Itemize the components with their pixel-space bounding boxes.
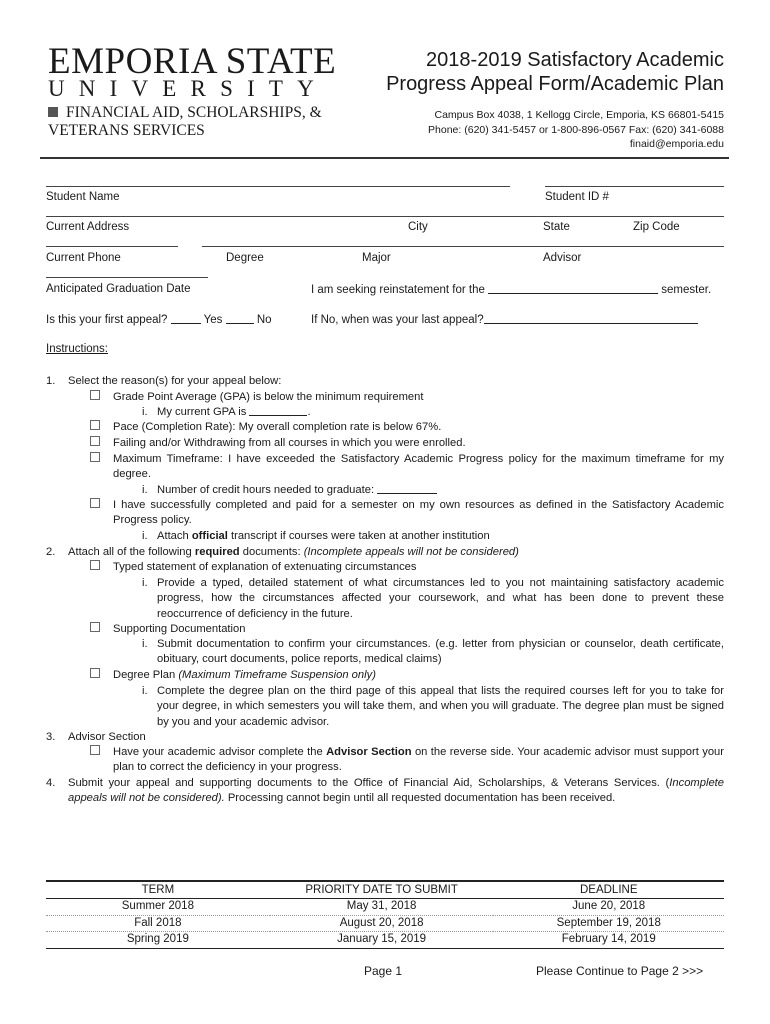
step-1-number: 1.	[46, 375, 56, 387]
checkbox-fail[interactable]	[90, 436, 100, 451]
header-divider	[40, 157, 729, 159]
credit-hours-label: Number of credit hours needed to graduate:	[157, 484, 375, 496]
advisor-label: Advisor	[543, 252, 582, 264]
credit-hours-field[interactable]	[377, 483, 437, 494]
checkbox-supporting-docs[interactable]	[90, 622, 100, 637]
student-name-field[interactable]	[46, 186, 510, 187]
term-cell: Summer 2018	[46, 899, 270, 916]
phone-field[interactable]	[46, 246, 178, 247]
current-gpa-label: My current GPA is	[157, 406, 247, 418]
checkbox-degree-plan[interactable]	[90, 668, 100, 683]
checkbox-pace[interactable]	[90, 420, 100, 435]
student-id-field[interactable]	[545, 186, 724, 187]
deadline-cell: June 20, 2018	[493, 899, 724, 916]
completed-sub-number: i.	[142, 530, 148, 542]
table-header-row	[46, 881, 724, 899]
deadline-cell: September 19, 2018	[493, 915, 724, 932]
reason-gpa: Grade Point Average (GPA) is below the minimum requirement	[113, 391, 424, 403]
reinstatement-line	[311, 283, 711, 296]
advisor-section-label: Advisor Section	[326, 746, 412, 758]
priority-date-cell: May 31, 2018	[270, 899, 494, 916]
doc-supporting: Supporting Documentation	[113, 623, 246, 635]
page-number: Page 1	[364, 964, 403, 978]
grad-date-field[interactable]	[46, 277, 208, 278]
contact-info	[428, 108, 724, 152]
current-gpa-field[interactable]	[249, 405, 307, 416]
last-appeal-label: If No, when was your last appeal?	[311, 314, 484, 326]
degree-plan-note: (Maximum Timeframe Suspension only)	[178, 669, 376, 681]
step-4-incomplete-note: Incomplete appeals will not be considered).	[68, 777, 724, 805]
form-title-line2: Progress Appeal Form/Academic Plan	[386, 73, 724, 95]
last-appeal-line	[311, 313, 698, 326]
deadline-table	[46, 880, 724, 949]
max-sub-number: i.	[142, 484, 148, 496]
gpa-sub-number: i.	[142, 406, 148, 418]
contact-email[interactable]: finaid@emporia.edu	[629, 138, 724, 151]
first-appeal-label: Is this your first appeal?	[46, 314, 168, 326]
grad-date-label: Anticipated Graduation Date	[46, 283, 191, 295]
step-1-text: Select the reason(s) for your appeal below:	[68, 375, 282, 387]
degree-label: Degree	[226, 252, 264, 264]
header-term: TERM	[46, 881, 270, 899]
logo-department-line1: FINANCIAL AID, SCHOLARSHIPS, &	[66, 104, 322, 121]
yes-field[interactable]	[171, 313, 201, 324]
completed-sub-line	[157, 529, 490, 544]
step-4-number: 4.	[46, 777, 56, 789]
typed-sub-number: i.	[142, 577, 148, 589]
reason-max-timeframe: Maximum Timeframe: I have exceeded the Satisfactory Academic Progress policy for the maximum timeframe for my degree.	[113, 453, 724, 481]
plan-sub-number: i.	[142, 685, 148, 697]
checkbox-completed[interactable]	[90, 498, 100, 513]
no-label: No	[256, 314, 272, 326]
step-4-text	[68, 776, 724, 807]
transcript-label: transcript if courses were taken at another institution	[231, 530, 490, 542]
priority-date-cell: January 15, 2019	[270, 932, 494, 949]
doc-degree-plan	[113, 668, 376, 683]
city-label: City	[408, 221, 428, 233]
current-address-label: Current Address	[46, 221, 130, 233]
step-4-part-c: Processing cannot begin until all requested documentation has been received.	[227, 792, 616, 805]
contact-address: Campus Box 4038, 1 Kellogg Circle, Emporia, KS 66801-5415	[434, 109, 724, 121]
checkbox-advisor[interactable]	[90, 745, 100, 760]
logo-department	[48, 104, 322, 140]
form-title-line1: 2018-2019 Satisfactory Academic	[426, 49, 724, 71]
first-appeal-line	[46, 313, 272, 326]
doc-typed-statement: Typed statement of explanation of extenuating circumstances	[113, 561, 417, 573]
reinstatement-semester-field[interactable]	[488, 283, 658, 294]
step-2-text	[68, 545, 519, 560]
step-2-part-a: Attach all of the following	[68, 546, 192, 558]
checkbox-typed-statement[interactable]	[90, 560, 100, 575]
logo-university: UNIVERSITY	[48, 76, 328, 101]
reason-completed: I have successfully completed and paid for a semester on my own resources as defined in the Satisfactory Academic Progress policy.	[113, 499, 724, 527]
instructions-heading: Instructions:	[46, 343, 108, 355]
max-sub-line	[157, 483, 437, 498]
support-sub-number: i.	[142, 638, 148, 650]
header-priority-date: PRIORITY DATE TO SUBMIT	[270, 881, 494, 899]
degree-plan-label: Degree Plan	[113, 669, 176, 681]
form-title	[386, 48, 724, 96]
reinstatement-post-label: semester.	[661, 284, 712, 296]
official-label: official	[191, 530, 228, 542]
continue-note: Please Continue to Page 2 >>>	[536, 964, 704, 978]
logo-department-line2: VETERANS SERVICES	[48, 122, 205, 139]
major-label: Major	[362, 252, 391, 264]
advisor-part-a: Have your academic advisor complete the	[113, 746, 323, 758]
term-cell: Fall 2018	[46, 915, 270, 932]
checkbox-gpa[interactable]	[90, 390, 100, 405]
yes-label: Yes	[203, 314, 223, 326]
term-cell: Spring 2019	[46, 932, 270, 949]
attach-label: Attach	[157, 530, 189, 542]
plan-sub-text: Complete the degree plan on the third page of this appeal that lists the required courses left for you to take for your degree, in which semesters you will take them, and when you will graduate. The degree plan must be signed by you and your academic advisor.	[157, 685, 724, 728]
support-sub-text: Submit documentation to confirm your circumstances. (e.g. letter from physician or counselor, death certificate, obituary, court documents, police reports, medical claims)	[157, 638, 724, 666]
priority-date-cell: August 20, 2018	[270, 915, 494, 932]
last-appeal-field[interactable]	[484, 313, 698, 324]
zip-label: Zip Code	[633, 221, 680, 233]
header-deadline: DEADLINE	[493, 881, 724, 899]
student-id-label: Student ID #	[545, 191, 609, 203]
logo-square-icon	[48, 107, 58, 117]
typed-sub-text: Provide a typed, detailed statement of what circumstances led to you not maintaining satisfactory academic progress, how the circumstances affected your coursework, and what has been done to prevent these reoccurrence of deficiency in the future.	[157, 577, 724, 620]
step-2-part-c: documents:	[242, 546, 301, 558]
current-phone-label: Current Phone	[46, 252, 121, 264]
step-2-required: required	[194, 546, 240, 558]
deadline-cell: February 14, 2019	[493, 932, 724, 949]
student-name-label: Student Name	[46, 191, 120, 203]
degree-major-advisor-field[interactable]	[202, 246, 724, 247]
gpa-sub-line: My current GPA is .	[157, 406, 311, 418]
no-field[interactable]	[226, 313, 254, 324]
advisor-instructions	[113, 745, 724, 776]
step-2-number: 2.	[46, 546, 56, 558]
checkbox-max-timeframe[interactable]	[90, 452, 100, 467]
step-3-number: 3.	[46, 731, 56, 743]
advisor-part-c: on the reverse side. Your academic advisor must support your plan to correct the deficiency in your progress.	[113, 746, 725, 774]
table-row	[46, 932, 724, 949]
contact-phone: Phone: (620) 341-5457 or 1-800-896-0567 Fax: (620) 341-6088	[428, 123, 724, 136]
reinstatement-pre-label: I am seeking reinstatement for the	[311, 284, 485, 296]
state-label: State	[543, 221, 570, 233]
reason-pace: Pace (Completion Rate): My overall completion rate is below 67%.	[113, 421, 442, 433]
step-4-part-a: Submit your appeal and supporting documents to the Office of Financial Aid, Scholarships, & Veterans Services. (	[68, 777, 670, 789]
step-2-incomplete-note: (Incomplete appeals will not be considered)	[303, 546, 519, 558]
reason-fail: Failing and/or Withdrawing from all courses in which you were enrolled.	[113, 437, 466, 449]
table-row	[46, 899, 724, 916]
logo-emporia-state: EMPORIA STATE	[48, 41, 337, 82]
address-field[interactable]	[46, 216, 724, 217]
table-row	[46, 915, 724, 932]
step-3-text: Advisor Section	[68, 731, 146, 743]
